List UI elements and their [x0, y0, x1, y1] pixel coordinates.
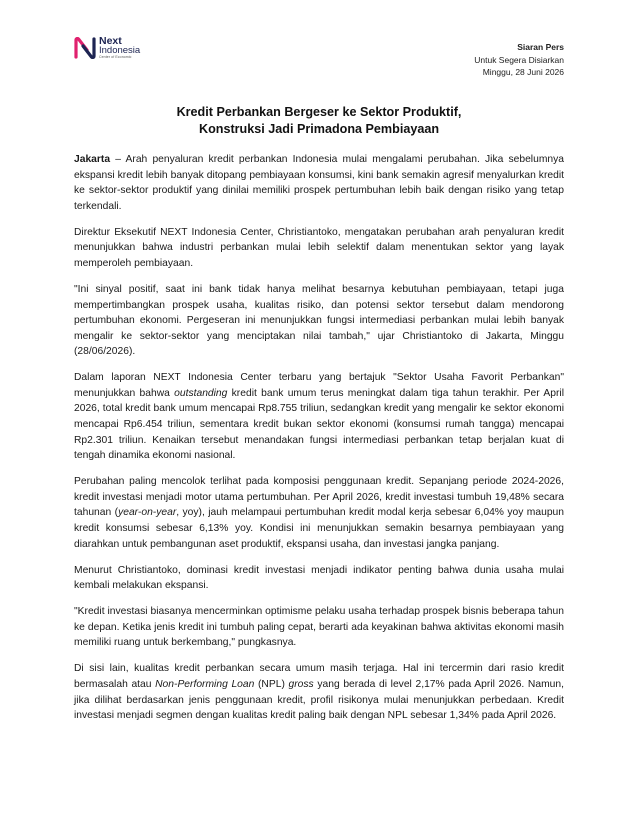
paragraph-8-italic-1: Non-Performing Loan [155, 678, 255, 690]
paragraph-4 [74, 370, 564, 464]
next-indonesia-logo [74, 36, 140, 60]
release-date: Minggu, 28 Juni 2026 [482, 67, 564, 77]
paragraph-3: "Ini sinyal positif, saat ini bank tidak hanya melihat besarnya kebutuhan pembiayaan, tetapi juga mempertimbangkan prospek usaha, kualitas risiko, dan potensi sektor tersebut dalam mendorong pertumbuhan ekonomi. Pergeseran ini menunjukkan fungsi intermediasi perbankan mulai lebih banyak mengalir ke sektor-sektor yang menciptakan nilai tambah," ujar Christiantoko di Jakarta, Minggu (28/06/2026). [74, 283, 564, 358]
paragraph-4-text-b: kredit bank umum terus meningkat dalam tiga tahun terakhir. Per April 2026, total kredit bank umum mencapai Rp8.755 triliun, sedangkan kredit yang mengalir ke sektor ekonomi mencapai Rp6.454 triliun, sementara kredit bukan sektor ekonomi (konsumsi rumah tangga) mencapai Rp2.301 triliun. Kenaikan tersebut menandakan fungsi intermediasi perbankan tetap berjalan kuat di tengah dinamika ekonomi nasional. [74, 387, 564, 462]
logo-line-next: Next [99, 35, 122, 47]
paragraph-1-text: – Arah penyaluran kredit perbankan Indonesia mulai mengalami perubahan. Jika sebelumnya ekspansi kredit lebih banyak ditopang pembiayaan konsumsi, kini bank semakin agresif menyalurkan kredit ke sektor-sektor produktif yang dinilai memiliki prospek pertumbuhan lebih baik dengan risiko yang tetap terkendali. [74, 154, 564, 212]
release-info [474, 41, 564, 79]
paragraph-5-text-a: Perubahan paling mencolok terlihat pada komposisi penggunaan kredit. Sepanjang periode 2024-2026, kredit investasi menjadi motor utama pertumbuhan. Per April 2026, kredit investasi tumbuh 19,48% secara tahunan ( [74, 476, 564, 519]
paragraph-8-italic-2: gross [288, 678, 314, 690]
dateline: Jakarta [74, 154, 111, 165]
paragraph-7: "Kredit investasi biasanya mencerminkan optimisme pelaku usaha terhadap prospek bisnis beberapa tahun ke depan. Ketika jenis kredit ini tumbuh paling cepat, berarti ada keyakinan bahwa aktivitas ekonomi masih memiliki ruang untuk berkembang," pungkasnya. [74, 606, 564, 649]
paragraph-5-italic: year-on-year [118, 507, 177, 519]
release-type: Siaran Pers [517, 42, 564, 52]
release-note: Untuk Segera Disiarkan [474, 54, 564, 65]
paragraph-6: Menurut Christiantoko, dominasi kredit investasi menjadi indikator penting bahwa dunia usaha mulai kembali melakukan ekspansi. [74, 564, 564, 592]
logo-wordmark [99, 36, 140, 60]
next-n-logo-icon [74, 37, 96, 59]
paragraph-2: Direktur Eksekutif NEXT Indonesia Center, Christiantoko, mengatakan perubahan arah penyaluran kredit menunjukkan bahwa industri perbankan mulai lebih selektif dalam menentukan sektor yang layak memperoleh pembiayaan. [74, 226, 564, 269]
paragraph-8-text-c: yang berada di level 2,17% pada April 2026. Namun, jika dilihat berdasarkan jenis penggunaan kredit, profil risikonya mulai menunjukkan perbedaan. Kredit investasi menjadi segmen dengan kualitas kredit paling baik dengan NPL sebesar 1,34% pada April 2026. [74, 678, 564, 722]
logo-line-indonesia: Indonesia [99, 44, 141, 56]
paragraph-5 [74, 474, 564, 552]
article-body [74, 152, 564, 734]
press-release-title [74, 104, 564, 138]
paragraph-1 [74, 152, 564, 214]
paragraph-8 [74, 661, 564, 723]
paragraph-5-text-b: , yoy), jauh melampaui pertumbuhan kredit modal kerja sebesar 6,04% yoy maupun kredit konsumsi sebesar 6,13% yoy. Kondisi ini menunjukkan semakin besarnya pembiayaan yang diarahkan untuk pembangunan aset produktif, ekspansi usaha, dan investasi jangka panjang. [74, 507, 564, 550]
paragraph-4-text-a: Dalam laporan NEXT Indonesia Center terbaru yang bertajuk "Sektor Usaha Favorit Perbankan" menunjukkan bahwa [74, 372, 564, 399]
paragraph-8-text-a: Di sisi lain, kualitas kredit perbankan secara umum masih terjaga. Hal ini tercermin dari rasio kredit bermasalah atau [74, 663, 564, 690]
title-line-2: Konstruksi Jadi Primadona Pembiayaan [198, 122, 440, 136]
logo-tagline: Center of Economic [99, 55, 132, 59]
title-line-1: Kredit Perbankan Bergeser ke Sektor Produktif, [176, 105, 462, 119]
paragraph-4-italic: outstanding [174, 387, 228, 399]
paragraph-8-text-b: (NPL) [254, 678, 289, 690]
